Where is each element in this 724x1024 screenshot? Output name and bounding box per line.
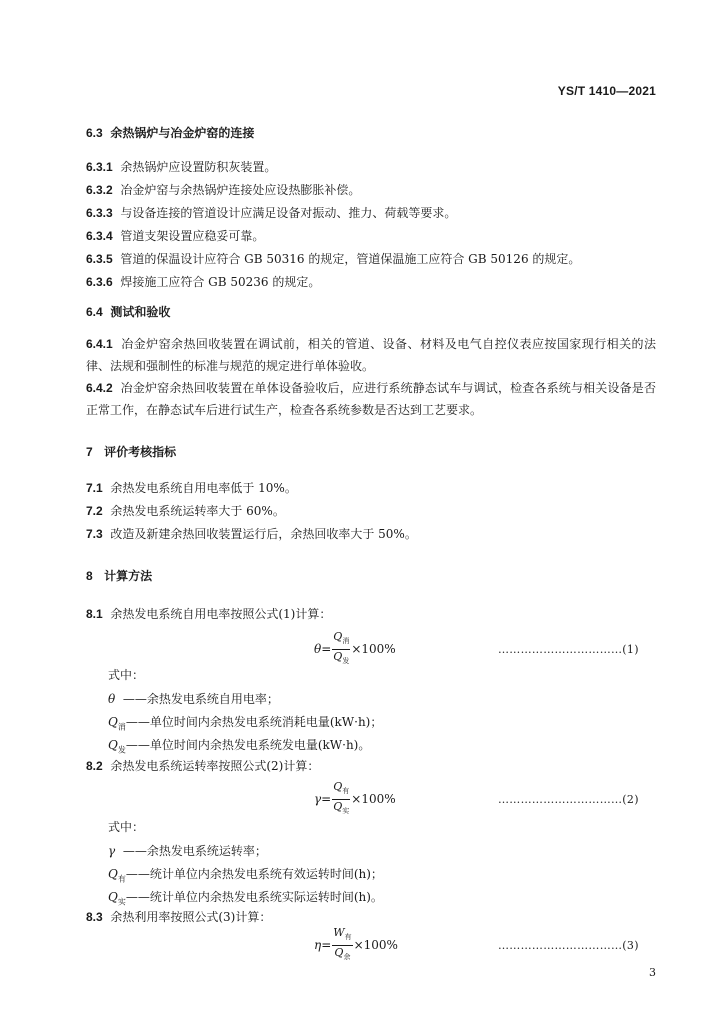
clause-text: 余热利用率按照公式(3)计算： <box>110 910 272 924</box>
formula-equals: = <box>321 792 332 806</box>
def-text: 单位时间内余热发电系统消耗电量(kW·h)； <box>149 715 383 729</box>
equation-number-1: ……………………………(1) <box>498 642 639 656</box>
numerator-symbol: Q <box>333 780 343 794</box>
clause-number: 8.1 <box>86 607 103 621</box>
def-text: 余热发电系统运转率； <box>146 844 267 858</box>
formula-equals: = <box>321 938 332 952</box>
def-dash: —— <box>122 844 147 858</box>
formula-fraction <box>332 630 350 667</box>
formula-lhs: η <box>314 938 322 952</box>
clause-text: 改造及新建余热回收装置运行后，余热回收率大于 50%。 <box>110 527 417 541</box>
denominator-subscript: 发 <box>342 656 350 665</box>
clause-6-3-3 <box>86 202 656 224</box>
clause-number: 6.3.3 <box>86 206 113 220</box>
def-symbol: θ <box>108 692 116 706</box>
formula-lhs: γ <box>314 792 322 806</box>
def-symbol: Q <box>108 867 118 881</box>
formula-tail: ×100% <box>353 938 398 952</box>
clause-text: 冶金炉窑与余热锅炉连接处应设热膨胀补偿。 <box>120 183 361 197</box>
section-number: 8 <box>86 569 93 583</box>
numerator-subscript: 有 <box>342 787 350 796</box>
section-title: 计算方法 <box>104 569 153 583</box>
clause-6-3-5 <box>86 248 656 270</box>
clause-text: 余热发电系统自用电率低于 10%。 <box>110 481 297 495</box>
clause-6-4-2 <box>86 377 656 421</box>
formula-1 <box>314 630 396 665</box>
def-subscript: 实 <box>117 897 126 907</box>
section-title: 测试和验收 <box>110 305 171 319</box>
def-dash: —— <box>122 692 147 706</box>
clause-text: 冶金炉窑余热回收装置在调试前，相关的管道、设备、材料及电气自控仪表应按国家现行相关的法律、法规和强制性的标准与规范的规定进行单体验收。 <box>86 337 656 373</box>
clause-7-2 <box>86 500 656 522</box>
denominator-symbol: Q <box>334 945 344 959</box>
def-symbol: Q <box>108 738 118 752</box>
clause-number: 6.3.1 <box>86 160 113 174</box>
clause-6-3-6 <box>86 271 656 293</box>
section-7-heading <box>86 443 176 461</box>
clause-7-1 <box>86 477 656 499</box>
section-title: 余热锅炉与冶金炉窑的连接 <box>110 126 255 140</box>
where-label: 式中： <box>108 668 145 682</box>
clause-text: 余热发电系统运转率大于 60%。 <box>110 504 285 518</box>
clause-number: 6.3.5 <box>86 252 113 266</box>
def-symbol: γ <box>108 844 116 858</box>
clause-8-3 <box>86 906 656 928</box>
def-text: 余热发电系统自用电率； <box>146 692 279 706</box>
def-dash: —— <box>125 715 150 729</box>
denominator-symbol: Q <box>333 649 343 663</box>
formula-fraction <box>332 780 350 817</box>
def-subscript: 发 <box>117 745 126 755</box>
numerator-symbol: Q <box>333 630 343 644</box>
definition-row <box>108 840 267 862</box>
formula-tail: ×100% <box>351 642 396 656</box>
def-subscript: 消 <box>117 722 126 732</box>
def-text: 统计单位内余热发电系统实际运转时间(h)。 <box>149 890 383 904</box>
formula-equals: = <box>321 642 332 656</box>
def-subscript: 有 <box>117 874 126 884</box>
def-dash: —— <box>125 738 150 752</box>
denominator-symbol: Q <box>333 799 343 813</box>
section-number: 6.3 <box>86 126 103 140</box>
clause-text: 冶金炉窑余热回收装置在单体设备验收后，应进行系统静态试车与调试，检查各系统与相关设备是否正常工作，在静态试车后进行试生产，检查各系统参数是否达到工艺要求。 <box>86 381 656 417</box>
clause-6-4-1 <box>86 333 656 377</box>
clause-text: 管道的保温设计应符合 GB 50316 的规定，管道保温施工应符合 GB 50126 的规定。 <box>120 252 581 266</box>
clause-text: 余热发电系统运转率按照公式(2)计算： <box>110 759 320 773</box>
section-8-heading <box>86 567 152 585</box>
section-number: 6.4 <box>86 305 103 319</box>
def-symbol: Q <box>108 890 118 904</box>
clause-number: 6.4.2 <box>86 381 113 395</box>
formula-2 <box>314 780 396 815</box>
section-title: 评价考核指标 <box>104 445 177 459</box>
clause-text: 余热发电系统自用电率按照公式(1)计算： <box>110 607 332 621</box>
clause-8-1 <box>86 603 656 625</box>
page-number: 3 <box>649 966 656 979</box>
clause-7-3 <box>86 523 656 545</box>
numerator-subscript: 有 <box>344 933 352 942</box>
clause-number: 6.3.6 <box>86 275 113 289</box>
equation-number-3: ……………………………(3) <box>498 938 639 952</box>
clause-number: 6.4.1 <box>86 337 113 351</box>
def-dash: —— <box>125 890 150 904</box>
clause-number: 6.3.2 <box>86 183 113 197</box>
denominator-subscript: 实 <box>342 806 350 815</box>
section-number: 7 <box>86 445 93 459</box>
formula-tail: ×100% <box>351 792 396 806</box>
def-text: 统计单位内余热发电系统有效运转时间(h)； <box>149 867 383 881</box>
clause-number: 6.3.4 <box>86 229 113 243</box>
where-label: 式中： <box>108 820 145 834</box>
clause-text: 管道支架设置应稳妥可靠。 <box>120 229 265 243</box>
clause-number: 7.2 <box>86 504 103 518</box>
def-dash: —— <box>125 867 150 881</box>
clause-number: 7.1 <box>86 481 103 495</box>
clause-8-2 <box>86 755 656 777</box>
standard-code: YS/T 1410—2021 <box>557 84 656 98</box>
denominator-subscript: 余 <box>343 952 351 961</box>
def-symbol: Q <box>108 715 118 729</box>
def-text: 单位时间内余热发电系统发电量(kW·h)。 <box>149 738 371 752</box>
clause-6-3-2 <box>86 179 656 201</box>
formula-3 <box>314 926 398 961</box>
numerator-subscript: 消 <box>342 637 350 646</box>
definition-row <box>108 688 279 710</box>
clause-number: 8.2 <box>86 759 103 773</box>
equation-number-2: ……………………………(2) <box>498 792 639 806</box>
clause-text: 与设备连接的管道设计应满足设备对振动、推力、荷载等要求。 <box>120 206 457 220</box>
clause-6-3-1 <box>86 156 656 178</box>
section-6-3-heading <box>86 124 254 142</box>
clause-6-3-4 <box>86 225 656 247</box>
formula-lhs: θ <box>314 642 322 656</box>
clause-text: 余热锅炉应设置防积灰装置。 <box>120 160 277 174</box>
formula-fraction <box>332 926 352 963</box>
section-6-4-heading <box>86 303 170 321</box>
clause-text: 焊接施工应符合 GB 50236 的规定。 <box>120 275 321 289</box>
clause-number: 7.3 <box>86 527 103 541</box>
numerator-symbol: W <box>333 926 345 940</box>
clause-number: 8.3 <box>86 910 103 924</box>
